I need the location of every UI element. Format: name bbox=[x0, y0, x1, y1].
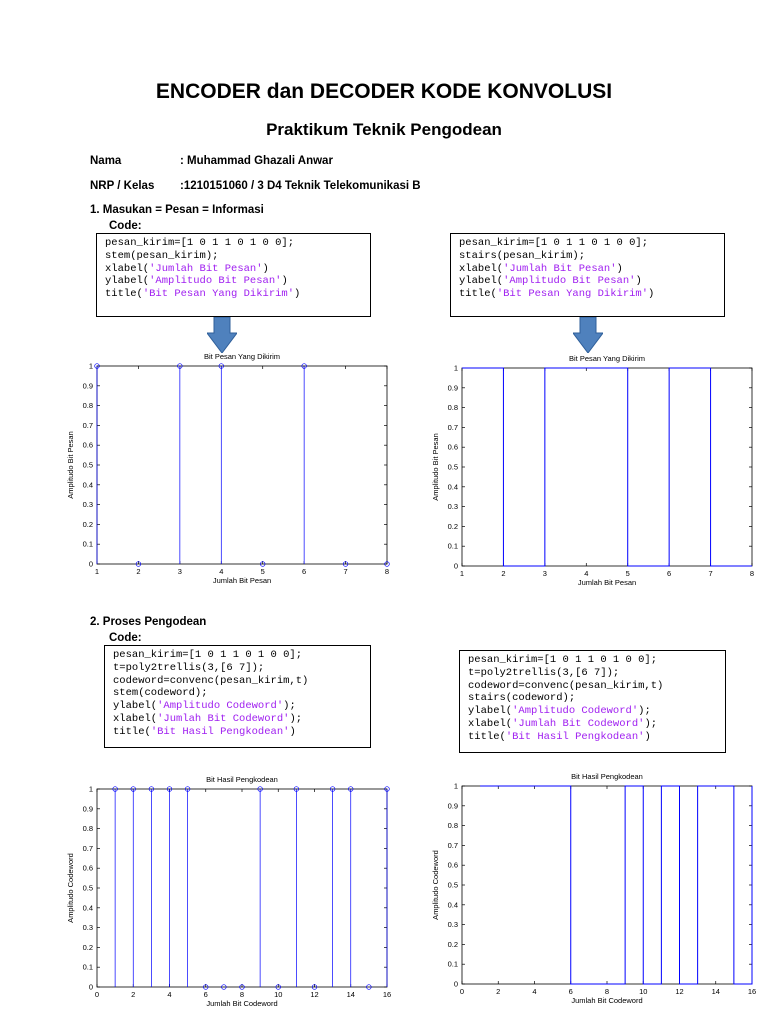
x-tick-label: 3 bbox=[177, 567, 182, 576]
code-text: ) bbox=[289, 725, 296, 738]
code-text: ylabel( bbox=[468, 705, 513, 718]
code-line bbox=[468, 680, 717, 693]
x-tick-label: 8 bbox=[239, 990, 245, 999]
x-tick-label: 12 bbox=[675, 987, 684, 996]
x-axis-label: Jumlah Bit Codeword bbox=[206, 999, 278, 1008]
y-tick-label: 0.8 bbox=[447, 403, 458, 413]
code-line bbox=[459, 275, 716, 288]
chart-title: Bit Pesan Yang Dikirim bbox=[568, 354, 646, 363]
y-tick-label: 0.1 bbox=[82, 539, 93, 549]
code-text: t=poly2trellis(3,[6 7]); bbox=[113, 661, 265, 674]
y-tick-label: 0.7 bbox=[447, 840, 458, 850]
code-text: stem(codeword); bbox=[113, 687, 208, 700]
x-tick-label: 5 bbox=[625, 569, 630, 578]
chart-stem-message bbox=[60, 348, 400, 588]
y-tick-label: 0.3 bbox=[447, 920, 458, 930]
code-text: ); bbox=[638, 705, 651, 718]
code-text: pesan_kirim=[1 0 1 1 0 1 0 0]; bbox=[459, 237, 649, 249]
y-axis-label: Amplitudo Codeword bbox=[66, 853, 75, 923]
x-tick-label: 8 bbox=[604, 987, 610, 996]
y-tick-label: 0.9 bbox=[447, 383, 458, 393]
code-line bbox=[105, 263, 362, 276]
x-tick-label: 16 bbox=[382, 990, 392, 999]
y-tick-label: 0.6 bbox=[82, 440, 93, 450]
x-tick-label: 6 bbox=[203, 990, 208, 999]
plot-frame bbox=[97, 789, 387, 987]
info-class-label: NRP / Kelas bbox=[90, 180, 155, 192]
x-tick-label: 2 bbox=[501, 569, 506, 578]
code-line bbox=[113, 662, 362, 675]
code-line bbox=[459, 263, 716, 276]
page-title: ENCODER dan DECODER KODE KONVOLUSI bbox=[155, 80, 613, 103]
y-tick-label: 0.8 bbox=[82, 824, 93, 834]
code-string: 'Jumlah Bit Pesan' bbox=[149, 262, 263, 275]
code-text: title( bbox=[113, 725, 151, 738]
code-line bbox=[459, 250, 716, 263]
code-text: stairs(pesan_kirim); bbox=[459, 249, 586, 262]
code-line bbox=[468, 705, 717, 718]
section-1-heading: 1. Masukan = Pesan = Informasi bbox=[90, 204, 264, 216]
y-tick-label: 0 bbox=[453, 561, 458, 571]
chart-stairs-codeword bbox=[425, 768, 765, 1008]
code-text: title( bbox=[105, 288, 143, 301]
chart-title: Bit Hasil Pengkodean bbox=[571, 772, 643, 781]
y-tick-label: 1 bbox=[453, 781, 458, 791]
y-tick-label: 0.5 bbox=[82, 883, 93, 893]
y-tick-label: 0.7 bbox=[82, 420, 93, 430]
x-tick-label: 0 bbox=[94, 990, 100, 999]
code-text: ) bbox=[281, 275, 288, 288]
y-tick-label: 0.8 bbox=[82, 401, 93, 411]
section-2-heading: 2. Proses Pengodean bbox=[90, 616, 207, 628]
code-text: ) bbox=[294, 288, 301, 301]
y-tick-label: 0.6 bbox=[447, 860, 458, 870]
code-line bbox=[468, 731, 717, 744]
y-tick-label: 0.7 bbox=[447, 422, 458, 432]
chart-stairs-message bbox=[425, 350, 765, 590]
y-tick-label: 0.4 bbox=[82, 903, 93, 913]
y-tick-label: 0.4 bbox=[447, 482, 458, 492]
code-line bbox=[113, 713, 362, 726]
x-tick-label: 14 bbox=[346, 990, 355, 999]
y-tick-label: 1 bbox=[88, 361, 93, 371]
chart-title: Bit Hasil Pengkodean bbox=[206, 775, 278, 784]
code-line bbox=[468, 667, 717, 680]
y-tick-label: 0.3 bbox=[447, 502, 458, 512]
down-arrow-icon bbox=[573, 317, 603, 353]
code-text: ) bbox=[648, 288, 655, 301]
y-tick-label: 0.7 bbox=[82, 843, 93, 853]
x-tick-label: 1 bbox=[459, 569, 465, 578]
x-tick-label: 10 bbox=[274, 990, 283, 999]
chart-title: Bit Pesan Yang Dikirim bbox=[203, 352, 281, 361]
code-line bbox=[105, 237, 362, 250]
section-2-code-label: Code: bbox=[109, 632, 142, 644]
x-tick-label: 2 bbox=[136, 567, 141, 576]
code-block-stairs-message bbox=[450, 233, 725, 317]
code-line bbox=[459, 237, 716, 250]
code-line bbox=[113, 726, 362, 739]
x-tick-label: 14 bbox=[711, 987, 720, 996]
code-lines bbox=[459, 237, 716, 301]
code-lines bbox=[105, 237, 362, 301]
x-tick-label: 8 bbox=[384, 567, 390, 576]
code-line bbox=[105, 275, 362, 288]
x-tick-label: 2 bbox=[496, 987, 501, 996]
plot-frame bbox=[462, 368, 752, 566]
y-tick-label: 0.2 bbox=[447, 939, 458, 949]
y-axis-label: Amplitudo Codeword bbox=[431, 850, 440, 920]
y-tick-label: 0.9 bbox=[82, 804, 93, 814]
x-tick-label: 5 bbox=[260, 567, 265, 576]
code-line bbox=[105, 288, 362, 301]
code-text: stairs(codeword); bbox=[468, 692, 576, 705]
y-tick-label: 0.9 bbox=[447, 801, 458, 811]
code-text: codeword=convenc(pesan_kirim,t) bbox=[113, 674, 309, 687]
section-1-code-label: Code: bbox=[109, 220, 142, 232]
code-line bbox=[105, 250, 362, 263]
code-text: pesan_kirim=[1 0 1 1 0 1 0 0]; bbox=[468, 654, 658, 666]
x-tick-label: 12 bbox=[310, 990, 319, 999]
code-line bbox=[468, 718, 717, 731]
code-block-stairs-codeword bbox=[459, 650, 726, 753]
info-class-value: :1210151060 / 3 D4 Teknik Telekomunikasi B bbox=[180, 180, 421, 192]
code-line bbox=[113, 675, 362, 688]
code-string: 'Bit Pesan Yang Dikirim' bbox=[142, 288, 295, 301]
x-tick-label: 6 bbox=[568, 987, 573, 996]
x-tick-label: 4 bbox=[584, 569, 589, 578]
y-tick-label: 0.6 bbox=[82, 863, 93, 873]
code-text: xlabel( bbox=[459, 262, 504, 275]
code-text: pesan_kirim=[1 0 1 1 0 1 0 0]; bbox=[113, 649, 303, 661]
code-text: title( bbox=[459, 288, 497, 301]
code-text: codeword=convenc(pesan_kirim,t) bbox=[468, 679, 664, 692]
code-text: ); bbox=[283, 700, 296, 713]
info-name-value: : Muhammad Ghazali Anwar bbox=[180, 155, 333, 167]
x-tick-label: 3 bbox=[542, 569, 547, 578]
y-tick-label: 0.5 bbox=[82, 460, 93, 470]
y-tick-label: 0.1 bbox=[82, 962, 93, 972]
y-tick-label: 0.2 bbox=[82, 519, 93, 529]
x-tick-label: 7 bbox=[708, 569, 713, 578]
y-tick-label: 0.5 bbox=[447, 462, 458, 472]
y-tick-label: 0.3 bbox=[82, 923, 93, 933]
stairs-line bbox=[480, 786, 752, 984]
y-tick-label: 0.3 bbox=[82, 500, 93, 510]
y-tick-label: 1 bbox=[88, 784, 93, 794]
code-string: 'Bit Pesan Yang Dikirim' bbox=[496, 288, 649, 301]
y-tick-label: 0.5 bbox=[447, 880, 458, 890]
x-tick-label: 8 bbox=[749, 569, 755, 578]
y-tick-label: 0.4 bbox=[447, 900, 458, 910]
code-text: ylabel( bbox=[459, 275, 504, 288]
x-tick-label: 6 bbox=[302, 567, 307, 576]
y-tick-label: 0 bbox=[88, 982, 93, 992]
code-string: 'Jumlah Bit Pesan' bbox=[503, 262, 617, 275]
x-tick-label: 4 bbox=[532, 987, 537, 996]
y-tick-label: 0 bbox=[453, 979, 458, 989]
x-tick-label: 16 bbox=[747, 987, 757, 996]
info-name-label: Nama bbox=[90, 155, 122, 167]
y-axis-label: Amplitudo Bit Pesan bbox=[431, 433, 440, 501]
code-text: stem(pesan_kirim); bbox=[105, 249, 219, 262]
y-tick-label: 0.9 bbox=[82, 381, 93, 391]
code-text: pesan_kirim=[1 0 1 1 0 1 0 0]; bbox=[105, 237, 295, 249]
x-axis-label: Jumlah Bit Pesan bbox=[212, 576, 272, 585]
x-tick-label: 7 bbox=[343, 567, 348, 576]
code-line bbox=[113, 687, 362, 700]
code-string: 'Amplitudo Codeword' bbox=[512, 705, 639, 718]
stairs-line bbox=[462, 368, 752, 566]
x-axis-label: Jumlah Bit Codeword bbox=[571, 996, 643, 1005]
code-lines bbox=[468, 654, 717, 744]
page-subtitle: Praktikum Teknik Pengodean bbox=[266, 120, 502, 139]
code-text: title( bbox=[468, 730, 506, 743]
code-line bbox=[459, 288, 716, 301]
x-tick-label: 0 bbox=[459, 987, 465, 996]
y-axis-label: Amplitudo Bit Pesan bbox=[66, 431, 75, 499]
code-text: xlabel( bbox=[105, 262, 150, 275]
code-string: 'Amplitudo Codeword' bbox=[157, 700, 284, 713]
code-string: 'Amplitudo Bit Pesan' bbox=[149, 275, 282, 288]
code-text: ) bbox=[616, 262, 623, 275]
code-string: 'Jumlah Bit Codeword' bbox=[157, 712, 290, 725]
y-tick-label: 1 bbox=[453, 363, 458, 373]
y-tick-label: 0.1 bbox=[447, 959, 458, 969]
code-block-stem-codeword bbox=[104, 645, 371, 748]
code-text: t=poly2trellis(3,[6 7]); bbox=[468, 666, 620, 679]
code-text: xlabel( bbox=[113, 712, 158, 725]
y-tick-label: 0.2 bbox=[447, 521, 458, 531]
y-tick-label: 0 bbox=[88, 559, 93, 569]
x-tick-label: 2 bbox=[131, 990, 136, 999]
x-axis-label: Jumlah Bit Pesan bbox=[577, 578, 637, 587]
x-tick-label: 4 bbox=[219, 567, 224, 576]
code-block-stem-message bbox=[96, 233, 371, 317]
code-line bbox=[468, 654, 717, 667]
code-lines bbox=[113, 649, 362, 739]
y-tick-label: 0.2 bbox=[82, 942, 93, 952]
x-tick-label: 1 bbox=[94, 567, 100, 576]
code-text: xlabel( bbox=[468, 717, 513, 730]
code-text: ) bbox=[644, 730, 651, 743]
y-tick-label: 0.4 bbox=[82, 480, 93, 490]
y-tick-label: 0.8 bbox=[447, 821, 458, 831]
code-text: ylabel( bbox=[105, 275, 150, 288]
code-text: ); bbox=[289, 712, 303, 725]
chart-stem-codeword bbox=[60, 771, 400, 1011]
code-line bbox=[113, 700, 362, 713]
code-string: 'Amplitudo Bit Pesan' bbox=[503, 275, 636, 288]
code-text: ) bbox=[635, 275, 642, 288]
plot-frame bbox=[97, 366, 387, 564]
code-string: 'Jumlah Bit Codeword' bbox=[512, 717, 645, 730]
code-text: ylabel( bbox=[113, 700, 158, 713]
plot-frame bbox=[462, 786, 752, 984]
x-tick-label: 4 bbox=[167, 990, 172, 999]
y-tick-label: 0.6 bbox=[447, 442, 458, 452]
x-tick-label: 6 bbox=[667, 569, 672, 578]
code-line bbox=[468, 692, 717, 705]
y-tick-label: 0.1 bbox=[447, 541, 458, 551]
x-tick-label: 10 bbox=[639, 987, 648, 996]
code-string: 'Bit Hasil Pengkodean' bbox=[505, 730, 645, 743]
code-line bbox=[113, 649, 362, 662]
code-text: ) bbox=[262, 262, 269, 275]
code-text: ); bbox=[644, 717, 658, 730]
code-string: 'Bit Hasil Pengkodean' bbox=[150, 725, 290, 738]
